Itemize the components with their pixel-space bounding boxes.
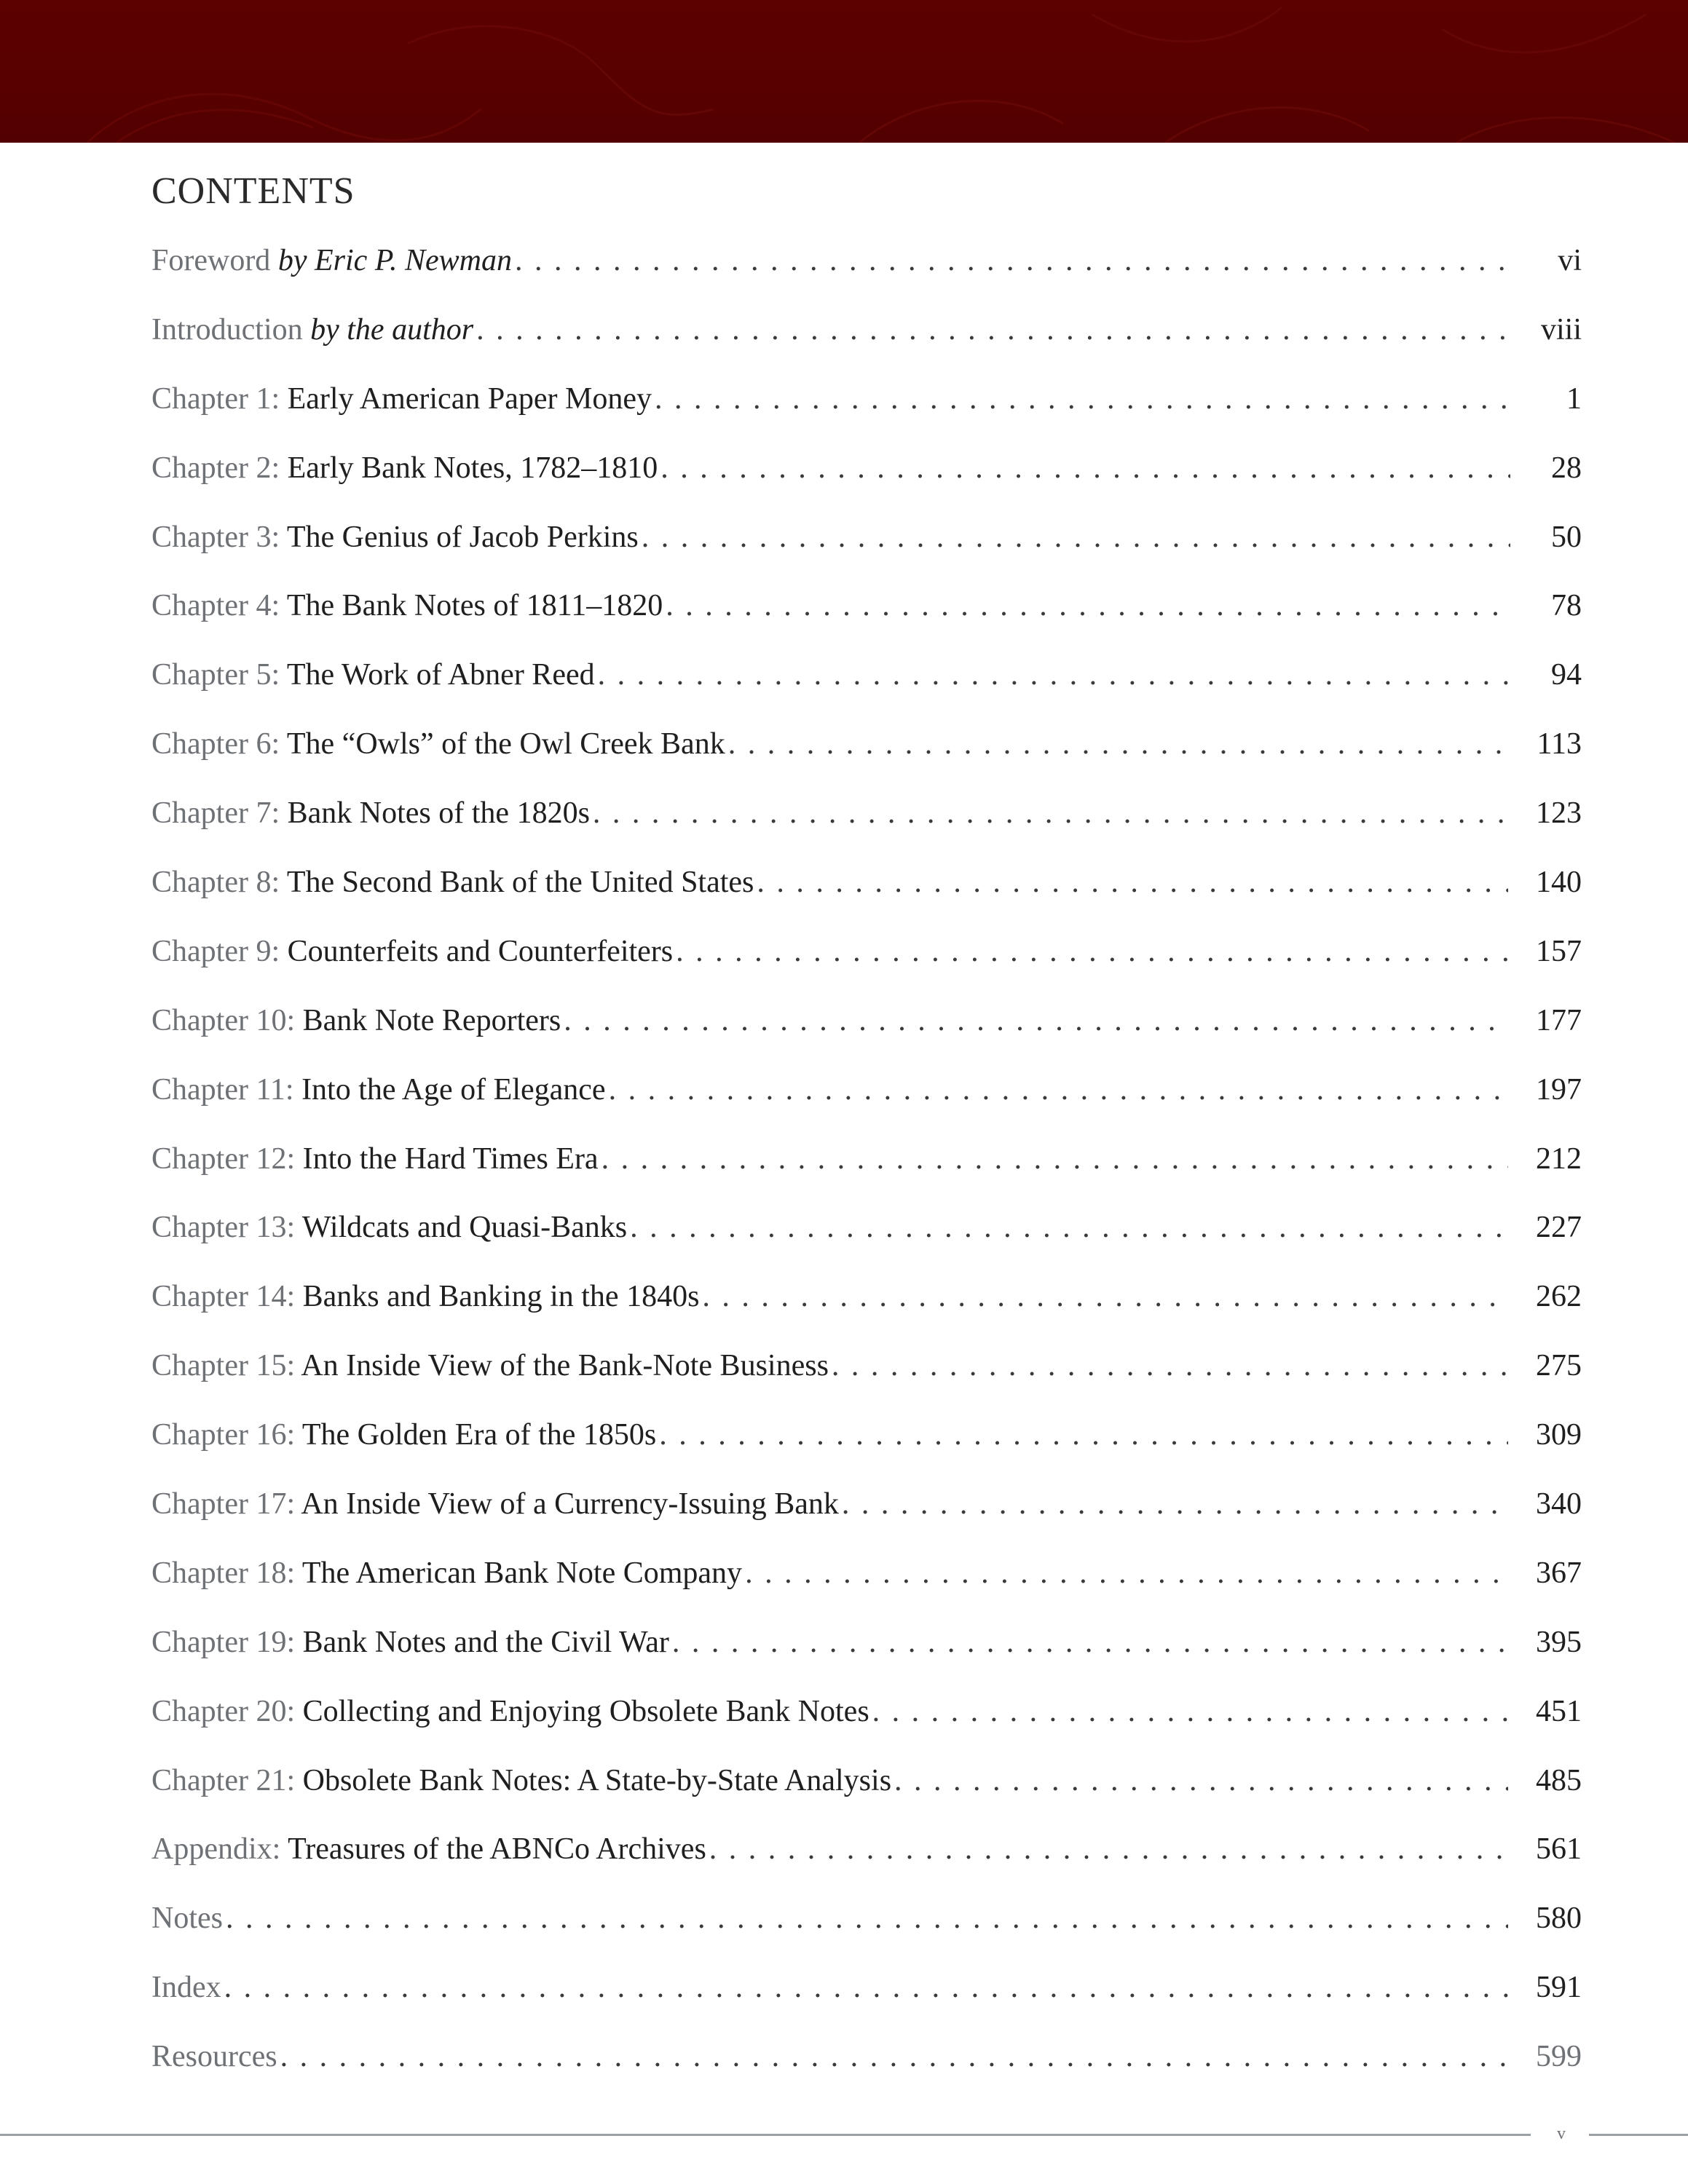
toc-entry-prefix: Chapter 8:: [151, 866, 280, 900]
header-banner: [0, 0, 1688, 143]
toc-entry-title: The “Owls” of the Owl Creek Bank: [286, 727, 725, 761]
toc-entry-label: [151, 1279, 699, 1314]
toc-dot-leader: [598, 657, 1510, 692]
toc-entry-title: Bank Notes of the 1820s: [287, 796, 590, 831]
toc-entry-label: [151, 381, 652, 416]
toc-entry-label: [151, 1901, 223, 1936]
toc-entry-label: [151, 1763, 891, 1798]
toc-entry-page-number: 123: [1536, 796, 1582, 831]
toc-entry[interactable]: [151, 1210, 1582, 1279]
footer-rule-left: [0, 2134, 1531, 2136]
toc-entry-label: [151, 2039, 277, 2074]
toc-entry[interactable]: [151, 1901, 1582, 1970]
toc-dot-leader: [709, 1832, 1508, 1867]
toc-entry-prefix: Notes: [151, 1902, 223, 1936]
toc-entry-prefix: Chapter 5:: [151, 658, 280, 692]
toc-entry-label: [151, 520, 639, 555]
toc-entry-prefix: Chapter 16:: [151, 1418, 296, 1452]
toc-entry-title: Banks and Banking in the 1840s: [302, 1280, 700, 1314]
toc-entry-title: Into the Age of Elegance: [301, 1072, 606, 1107]
toc-entry-label: [151, 796, 590, 831]
toc-entry[interactable]: [151, 1142, 1582, 1211]
toc-entry-label: [151, 1072, 606, 1107]
toc-dot-leader: [655, 381, 1510, 416]
toc-entry[interactable]: [151, 1625, 1582, 1694]
toc-entry-title: Treasures of the ABNCo Archives: [288, 1832, 706, 1867]
toc-dot-leader: [676, 934, 1508, 969]
toc-entry-label: [151, 588, 663, 623]
toc-entry-title: Counterfeits and Counterfeiters: [287, 934, 674, 968]
toc-entry-page-number: 451: [1536, 1694, 1582, 1728]
toc-entry-prefix: Chapter 1:: [151, 381, 280, 416]
toc-dot-leader: [672, 1625, 1508, 1660]
toc-entry-title: The Golden Era of the 1850s: [301, 1418, 657, 1452]
toc-entry-label: [151, 1694, 869, 1729]
toc-dot-leader: [226, 1901, 1508, 1936]
toc-dot-leader: [728, 727, 1510, 761]
toc-entry[interactable]: [151, 1003, 1582, 1072]
toc-dot-leader: [280, 2039, 1508, 2074]
toc-entry-prefix: Chapter 18:: [151, 1556, 296, 1590]
toc-entry-label: [151, 1556, 742, 1591]
toc-dot-leader: [660, 451, 1510, 486]
toc-entry-title: The Work of Abner Reed: [286, 658, 595, 692]
toc-entry-title: by Eric P. Newman: [277, 244, 513, 277]
toc-entry-page-number: 227: [1536, 1211, 1582, 1245]
toc-entry-prefix: Chapter 17:: [151, 1487, 296, 1522]
toc-entry-prefix: Chapter 6:: [151, 727, 280, 761]
toc-entry-label: [151, 243, 512, 278]
toc-entry[interactable]: [151, 1487, 1582, 1556]
toc-entry-label: [151, 934, 673, 969]
toc-entry-page-number: 275: [1536, 1349, 1582, 1383]
toc-entry-label: [151, 1417, 656, 1452]
toc-dot-leader: [564, 1003, 1508, 1038]
toc-entry-label: [151, 451, 658, 486]
toc-entry-page-number: 197: [1536, 1072, 1582, 1107]
toc-entry[interactable]: [151, 1970, 1582, 2039]
toc-entry-page-number: 395: [1536, 1625, 1582, 1659]
toc-entry-title: Bank Notes and the Civil War: [302, 1625, 669, 1659]
toc-entry-page-number: 580: [1536, 1902, 1582, 1936]
toc-entry[interactable]: [151, 1279, 1582, 1348]
toc-entry-title: The Genius of Jacob Perkins: [286, 520, 639, 554]
toc-entry-label: [151, 1625, 669, 1660]
toc-entry-label: [151, 727, 725, 761]
toc-entry-title: Wildcats and Quasi-Banks: [301, 1211, 628, 1245]
toc-entry-title: The American Bank Note Company: [301, 1556, 743, 1590]
toc-entry-prefix: Chapter 12:: [151, 1142, 296, 1176]
toc-entry-label: [151, 1142, 599, 1176]
toc-entry[interactable]: [151, 796, 1582, 865]
toc-entry-title: Early American Paper Money: [287, 381, 652, 416]
toc-entry[interactable]: [151, 1763, 1582, 1832]
toc-dot-leader: [702, 1279, 1508, 1314]
toc-entry[interactable]: [151, 865, 1582, 934]
toc-entry-label: [151, 1970, 221, 2005]
toc-dot-leader: [515, 243, 1510, 278]
toc-entry-prefix: Chapter 13:: [151, 1211, 296, 1245]
toc-entry-page-number: 262: [1536, 1280, 1582, 1314]
toc-dot-leader: [593, 796, 1508, 831]
toc-dot-leader: [602, 1142, 1508, 1176]
toc-entry-title: An Inside View of a Currency-Issuing Bank: [301, 1487, 839, 1522]
toc-entry-title: Obsolete Bank Notes: A State-by-State Analysis: [302, 1763, 892, 1797]
toc-entry-page-number: 28: [1551, 451, 1582, 485]
toc-entry[interactable]: [151, 727, 1582, 796]
toc-entry[interactable]: [151, 657, 1582, 727]
toc-entry-prefix: Appendix:: [151, 1832, 281, 1867]
toc-entry-title: An Inside View of the Bank-Note Business: [301, 1349, 829, 1383]
toc-entry-page-number: 340: [1536, 1487, 1582, 1522]
toc-entry-page-number: 94: [1551, 658, 1582, 692]
toc-entry-prefix: Introduction: [151, 312, 303, 347]
toc-entry-prefix: Chapter 19:: [151, 1625, 296, 1659]
toc-dot-leader: [476, 312, 1510, 347]
toc-entry[interactable]: [151, 451, 1582, 520]
toc-entry-page-number: 78: [1551, 589, 1582, 623]
toc-entry[interactable]: [151, 1556, 1582, 1625]
toc-entry[interactable]: [151, 520, 1582, 589]
toc-entry[interactable]: [151, 1832, 1582, 1901]
toc-entry-prefix: Chapter 9:: [151, 934, 280, 968]
toc-entry-page-number: vi: [1558, 244, 1582, 277]
toc-entry-page-number: 157: [1536, 934, 1582, 968]
toc-dot-leader: [224, 1970, 1508, 2005]
toc-entry[interactable]: [151, 588, 1582, 657]
toc-entry-title: The Second Bank of the United States: [286, 866, 754, 900]
toc-entry-page-number: 212: [1536, 1142, 1582, 1176]
banner-swirl-pattern: [0, 0, 1688, 143]
toc-entry-page-number: 367: [1536, 1556, 1582, 1590]
toc-entry[interactable]: [151, 1348, 1582, 1417]
toc-entry-title: The Bank Notes of 1811–1820: [286, 589, 663, 623]
toc-entry-title: Collecting and Enjoying Obsolete Bank Notes: [302, 1694, 869, 1728]
toc-entry-page-number: 599: [1536, 2040, 1582, 2074]
toc-dot-leader: [872, 1694, 1508, 1729]
toc-dot-leader: [630, 1210, 1508, 1245]
toc-entry-page-number: viii: [1540, 312, 1582, 347]
toc-entry[interactable]: [151, 243, 1582, 312]
toc-dot-leader: [842, 1487, 1508, 1522]
toc-entry-page-number: 309: [1536, 1418, 1582, 1452]
toc-dot-leader: [757, 865, 1508, 900]
toc-entry-prefix: Chapter 21:: [151, 1763, 296, 1797]
toc-entry-prefix: Chapter 20:: [151, 1694, 296, 1728]
toc-entry[interactable]: [151, 1072, 1582, 1142]
toc-dot-leader: [894, 1763, 1508, 1798]
toc-entry-label: [151, 657, 595, 692]
toc-entry[interactable]: [151, 1694, 1582, 1763]
toc-entry-prefix: Index: [151, 1971, 221, 2005]
toc-dot-leader: [745, 1556, 1508, 1591]
toc-entry-prefix: Chapter 7:: [151, 796, 280, 831]
toc-entry-prefix: Chapter 2:: [151, 451, 280, 485]
footer-rule-right: [1589, 2134, 1688, 2136]
toc-entry-prefix: Chapter 3:: [151, 520, 280, 554]
toc-entry-page-number: 1: [1566, 381, 1582, 416]
toc-entry-prefix: Resources: [151, 2040, 277, 2074]
toc-entry-label: [151, 1832, 706, 1867]
toc-entry-page-number: 50: [1551, 520, 1582, 554]
toc-entry-prefix: Chapter 11:: [151, 1072, 294, 1107]
toc-entry-label: [151, 312, 473, 347]
toc-entry-page-number: 561: [1536, 1832, 1582, 1867]
toc-entry-title: Into the Hard Times Era: [302, 1142, 599, 1176]
toc-entry[interactable]: [151, 934, 1582, 1003]
toc-dot-leader: [832, 1348, 1508, 1383]
page-number: v: [1557, 2124, 1566, 2143]
toc-entry-label: [151, 1487, 839, 1522]
toc-entry-title: Bank Note Reporters: [302, 1003, 561, 1037]
toc-entry-label: [151, 865, 754, 900]
toc-entry[interactable]: [151, 381, 1582, 451]
toc-entry-page-number: 591: [1536, 1971, 1582, 2005]
toc-entry-label: [151, 1003, 561, 1038]
toc-entry[interactable]: [151, 312, 1582, 381]
toc-entry-title: by the author: [310, 312, 474, 347]
toc-entry-prefix: Chapter 15:: [151, 1349, 296, 1383]
page-title: CONTENTS: [151, 170, 355, 212]
toc-entry-prefix: Chapter 14:: [151, 1280, 296, 1314]
toc-dot-leader: [642, 520, 1510, 555]
toc-entry-prefix: Chapter 4:: [151, 589, 280, 623]
toc-entry-prefix: Chapter 10:: [151, 1003, 296, 1037]
toc-entry-page-number: 113: [1537, 727, 1582, 761]
toc-entry-page-number: 140: [1536, 866, 1582, 900]
toc-entry[interactable]: [151, 2039, 1582, 2108]
toc-entry-prefix: Foreword: [151, 244, 271, 277]
toc-dot-leader: [659, 1417, 1508, 1452]
toc-entry-page-number: 177: [1536, 1003, 1582, 1037]
toc-entry-label: [151, 1348, 829, 1383]
toc-dot-leader: [609, 1072, 1508, 1107]
toc-entry-page-number: 485: [1536, 1763, 1582, 1797]
toc-dot-leader: [666, 588, 1510, 623]
toc-entry-label: [151, 1210, 627, 1245]
toc-entry[interactable]: [151, 1417, 1582, 1487]
table-of-contents: [151, 243, 1582, 2108]
toc-entry-title: Early Bank Notes, 1782–1810: [287, 451, 658, 485]
